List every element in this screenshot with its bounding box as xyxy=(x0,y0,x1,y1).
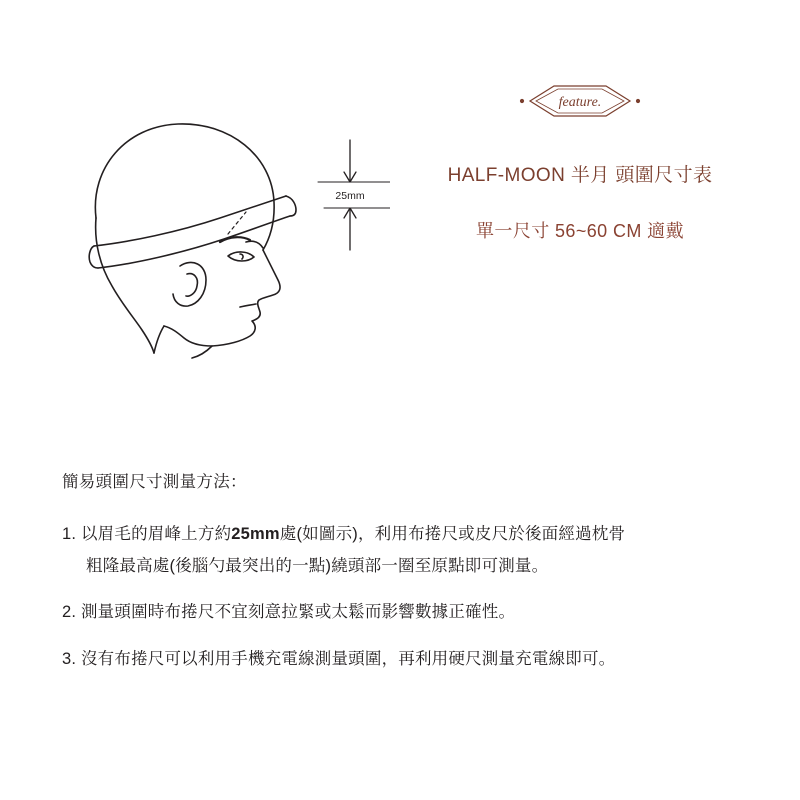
list-item xyxy=(62,596,762,628)
product-size-info xyxy=(400,80,760,243)
list-item-number: 2. xyxy=(62,603,77,622)
list-item-text-bold: 25mm xyxy=(231,525,280,543)
feature-badge xyxy=(506,80,654,122)
instructions-heading: 簡易頭圍尺寸測量方法： xyxy=(62,473,247,491)
list-item-number: 3. xyxy=(62,649,77,668)
list-item-text-pre: 測量頭圍時布捲尺不宜刻意拉緊或太鬆而影響數據正確性。 xyxy=(80,603,516,622)
list-item-text-line2: 粗隆最高處(後腦勺最突出的一點)繞頭部一圈至原點即可測量。 xyxy=(86,557,549,576)
size-chart-subtitle: 單一尺寸 56~60 CM 適戴 xyxy=(476,221,684,241)
feature-badge-text: feature. xyxy=(558,95,602,110)
dimension-label: 25mm xyxy=(335,190,365,202)
head-measurement-illustration xyxy=(60,90,390,360)
list-item-number: 1. xyxy=(62,525,77,543)
list-item-text-post: 處(如圖示)，利用布捲尺或皮尺於後面經過枕骨 xyxy=(279,525,626,543)
head-profile-icon xyxy=(60,90,390,360)
list-item-text-pre: 沒有布捲尺可以利用手機充電線測量頭圍，再利用硬尺測量充電線即可。 xyxy=(80,649,616,668)
list-item xyxy=(62,518,762,582)
size-chart-title: HALF-MOON 半月 頭圍尺寸表 xyxy=(447,165,713,186)
list-item xyxy=(62,643,762,675)
list-item-text-pre: 以眉毛的眉峰上方約 xyxy=(80,525,232,543)
measurement-instructions xyxy=(62,468,762,689)
